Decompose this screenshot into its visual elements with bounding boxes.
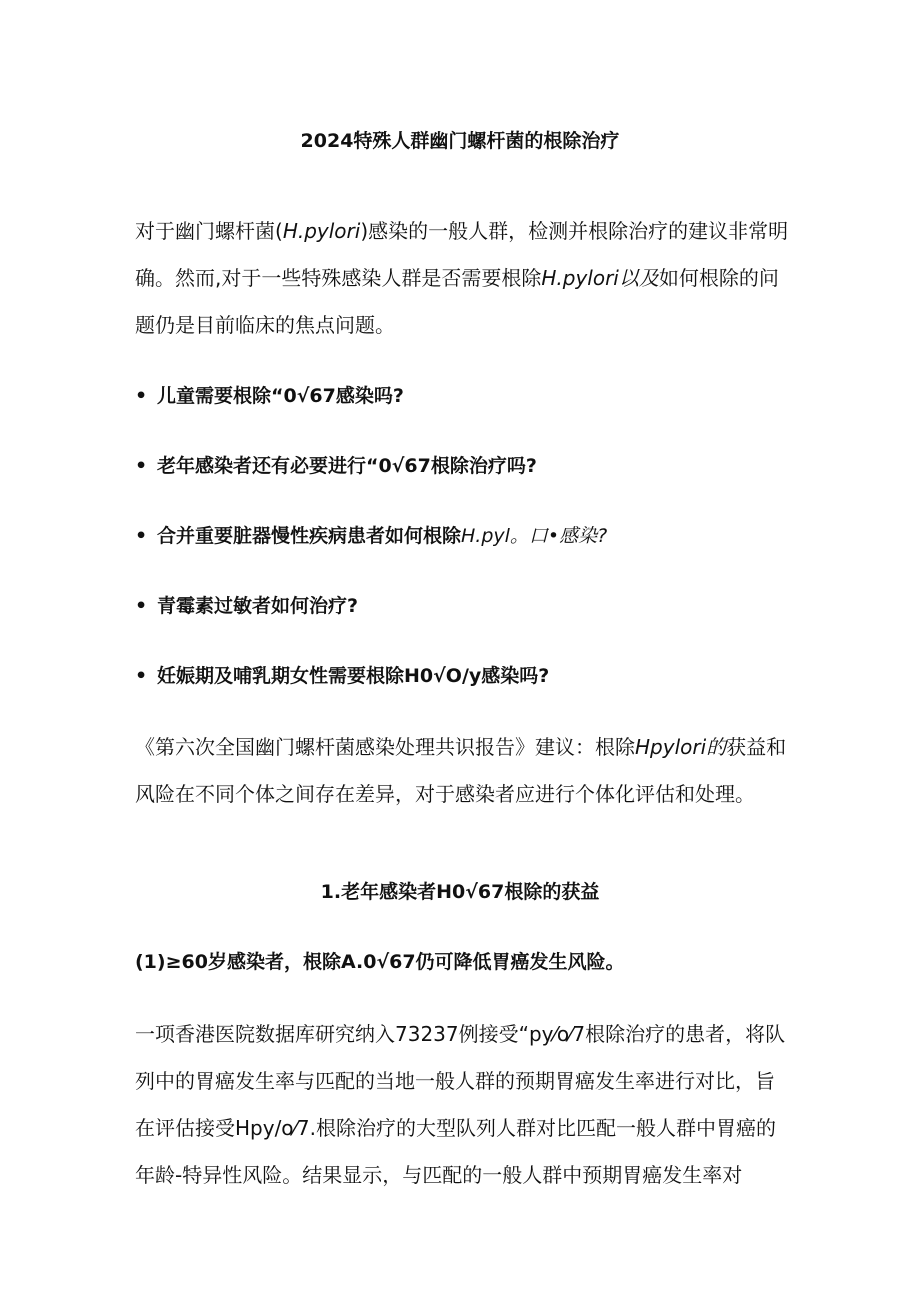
intro-species-2: H.pylori以及 <box>541 266 659 290</box>
intro-text-3: 如何根除的问题仍是目前临床的焦点问题。 <box>135 266 779 337</box>
study-paragraph: 一项香港医院数据库研究纳入73237例接受“py⁄o⁄7根除治疗的患者，将队列中的胃癌发生率与匹配的当地一般人群的预期胃癌发生率进行对比，旨在评估接受Hpy/o⁄7.根除治疗的大型队列人群对比匹配一般人群中胃癌的年龄-特异性风险。结果显示，与匹配的一般人群中预期胃癌发生率对 <box>135 1022 786 1187</box>
question-item-5 <box>135 661 795 691</box>
question-text: 老年感染者还有必要进行“0√67根除治疗吗? <box>157 455 537 477</box>
sub-heading: (1)≥60岁感染者，根除A.0√67仍可降低胃癌发生风险。 <box>135 951 625 973</box>
document-title: 2024特殊人群幽门螺杆菌的根除治疗 <box>300 130 620 152</box>
consensus-paragraph <box>135 724 790 818</box>
consensus-species: Hpylori的 <box>635 735 727 759</box>
bullet-dot: • <box>135 525 148 547</box>
intro-text-1: 对于幽门螺杆菌( <box>135 219 283 243</box>
bullet-dot: • <box>135 595 148 617</box>
question-text: 合并重要脏器慢性疾病患者如何根除 <box>157 525 462 547</box>
consensus-text-2: 获益和风险在不同个体之间存在差异，对于感染者应进行个体化评估和处理。 <box>135 735 787 806</box>
bullet-dot: • <box>135 385 148 407</box>
section-heading: 1.老年感染者H0√67根除的获益 <box>320 881 600 903</box>
intro-text-2: )感染的一般人群，检测并根除治疗的建议非常明确。然而,对于一些特殊感染人群是否需要根除 <box>135 219 789 290</box>
question-item-2 <box>135 451 795 481</box>
consensus-text-1: 《第六次全国幽门螺杆菌感染处理共识报告》建议：根除 <box>135 735 635 759</box>
question-item-3 <box>135 521 795 551</box>
question-text: 妊娠期及哺乳期女性需要根除H0√O/y感染吗? <box>157 665 550 687</box>
question-item-1 <box>135 381 795 411</box>
question-text: 儿童需要根除“0√67感染吗? <box>157 385 404 407</box>
question-text: 青霉素过敏者如何治疗? <box>157 595 359 617</box>
bullet-dot: • <box>135 665 148 687</box>
question-item-4 <box>135 591 795 621</box>
question-species: H.pyl。口•感染? <box>461 525 608 547</box>
intro-species-1: H.pylori <box>282 219 361 243</box>
intro-paragraph <box>135 208 790 349</box>
bullet-dot: • <box>135 455 148 477</box>
